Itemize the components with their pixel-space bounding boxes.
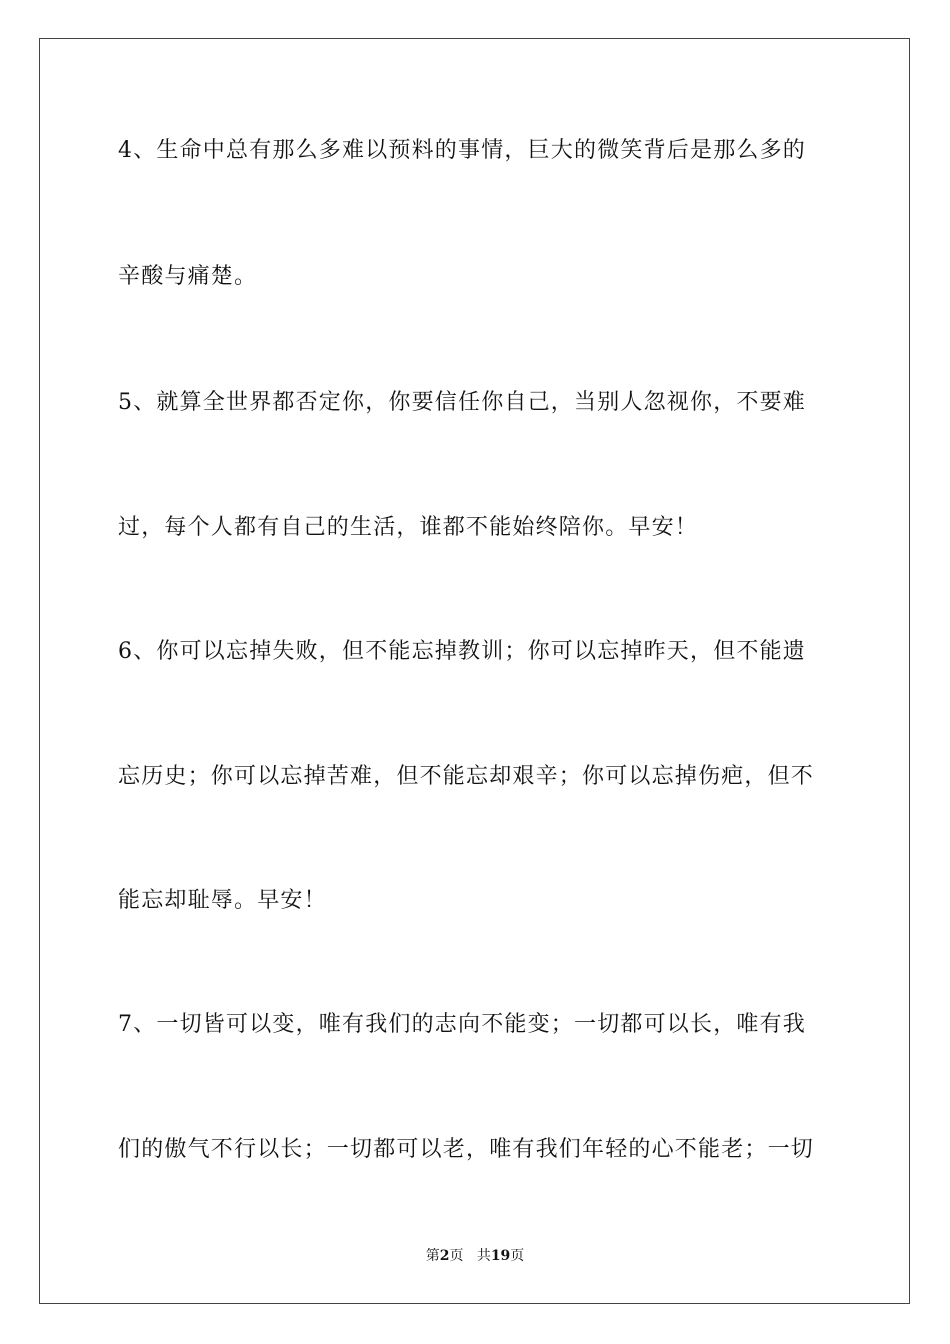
total-label-prefix: 共 <box>476 1248 491 1264</box>
paragraph-line: 过，每个人都有自己的生活，谁都不能始终陪你。早安！ <box>118 515 699 540</box>
page-number: 2 <box>439 1248 450 1264</box>
page-label-suffix: 页 <box>449 1248 464 1264</box>
paragraph-line: 5、就算全世界都否定你，你要信任你自己，当别人忽视你，不要难 <box>118 390 806 415</box>
paragraph-line: 们的傲气不行以长；一切都可以老，唯有我们年轻的心不能老；一切 <box>118 1137 815 1162</box>
total-label-suffix: 页 <box>510 1248 525 1264</box>
total-pages: 19 <box>490 1248 511 1264</box>
page-frame <box>39 38 910 1304</box>
paragraph-line: 6、你可以忘掉失败，但不能忘掉教训；你可以忘掉昨天，但不能遗 <box>118 639 806 664</box>
page-label-prefix: 第 <box>425 1248 440 1264</box>
paragraph-line: 能忘却耻辱。早安！ <box>118 888 327 913</box>
paragraph-line: 4、生命中总有那么多难以预料的事情，巨大的微笑背后是那么多的 <box>118 138 806 163</box>
paragraph-line: 7、一切皆可以变，唯有我们的志向不能变；一切都可以长，唯有我 <box>118 1012 806 1037</box>
page-footer <box>0 1246 950 1266</box>
paragraph-line: 辛酸与痛楚。 <box>118 264 258 289</box>
paragraph-line: 忘历史；你可以忘掉苦难，但不能忘却艰辛；你可以忘掉伤疤，但不 <box>118 764 815 789</box>
